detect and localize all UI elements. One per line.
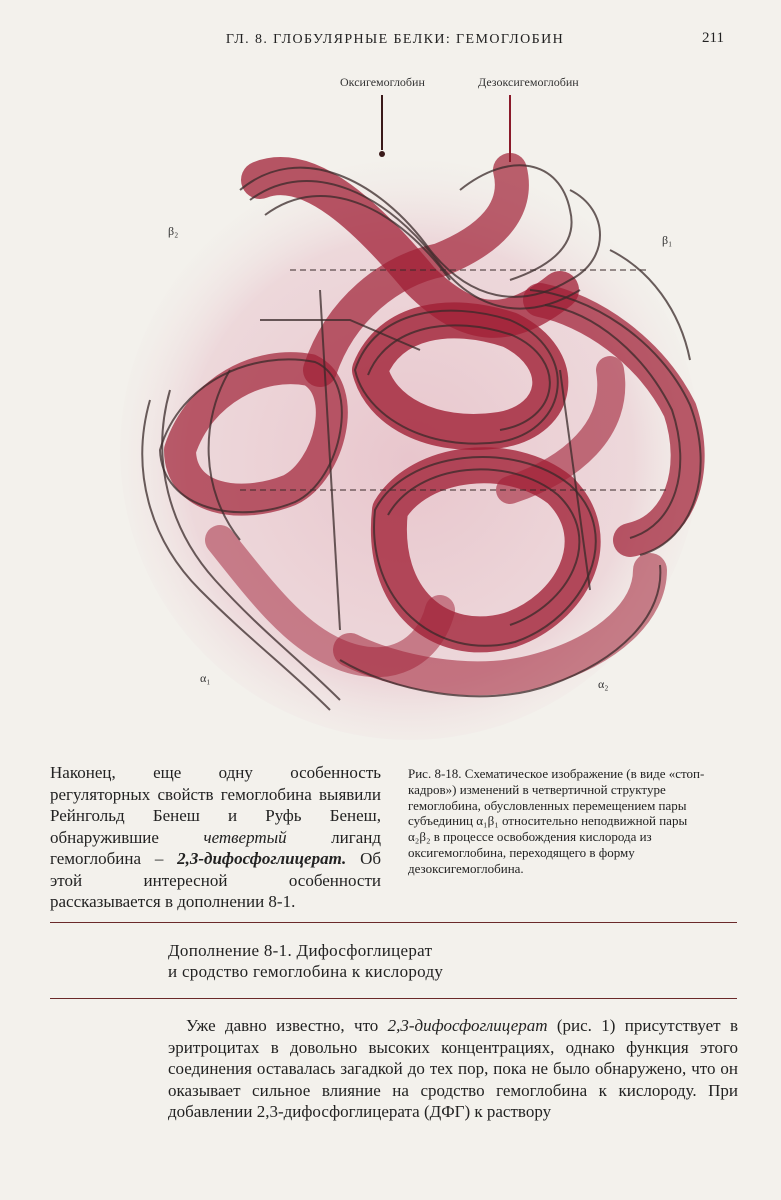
label-deoxyhemoglobin: Дезоксигемоглобин <box>478 75 579 89</box>
body-left-compound: 2,3-дифосфоглицерат. <box>177 849 347 868</box>
oxy-pointer-dot <box>379 151 385 157</box>
supplement-paragraph <box>168 1015 738 1123</box>
supplement-title-line-2: и сродство гемоглобина к кислороду <box>168 962 444 981</box>
hemoglobin-figure <box>90 70 730 760</box>
label-alpha2: α₂ <box>598 677 609 691</box>
body-left-italic: четвертый <box>203 827 287 847</box>
body-left-text-1: Наконец, еще одну особенность регуляторных свойств гемоглобина выявили Рейнгольд Бенеш и Руфь Бенеш, обнаружившие <box>50 763 381 847</box>
label-beta1: β₁ <box>662 233 673 247</box>
page-header <box>0 28 781 52</box>
running-head: ГЛ. 8. ГЛОБУЛЯРНЫЕ БЕЛКИ: ГЕМОГЛОБИН <box>225 32 565 47</box>
supplement-text-2: (рис. 1) присутствует в эритроцитах в довольно высоких концентрациях, однако функция этого соединения оставалась загадкой до тех пор, пока не было обнаружено, что он оказывает сильное влияние на сродство гемоглобина к кислороду. При добавлении 2,3-дифосфоглицерата (ДФГ) к раствору <box>168 1016 738 1122</box>
label-alpha1: α₁ <box>200 671 211 685</box>
supplement-title-line-1: Дополнение 8-1. Дифосфоглицерат <box>168 941 433 960</box>
supplement-title <box>168 940 618 982</box>
bottom-divider <box>50 998 737 999</box>
supplement-text-1: Уже давно известно, что <box>186 1016 388 1035</box>
supplement-italic-term: 2,3-дифосфоглицерат <box>387 1016 548 1035</box>
figure-caption: Рис. 8-18. Схематическое изображение (в виде «стоп-кадров») изменений в четвертичной структуре гемоглобина, обусловленных перемещением пары субъединиц α₁β₁ относительно неподвижной пары α₂β₂ в процессе освобождения кислорода из оксигемоглобина, переходящего в форму дезоксигемоглобина. <box>408 766 705 876</box>
page-number: 211 <box>702 30 724 46</box>
label-beta2: β₂ <box>168 224 179 238</box>
top-divider <box>50 922 737 923</box>
body-left-text-3: Об этой интересной особенности рассказывается в дополнении 8-1. <box>50 849 381 911</box>
body-left-text-2: лиганд гемоглобина – <box>50 827 381 868</box>
body-text-left <box>50 762 381 913</box>
supplement-body <box>168 1015 738 1123</box>
label-oxyhemoglobin: Оксигемоглобин <box>340 75 425 89</box>
hemoglobin-diagram <box>90 70 730 760</box>
